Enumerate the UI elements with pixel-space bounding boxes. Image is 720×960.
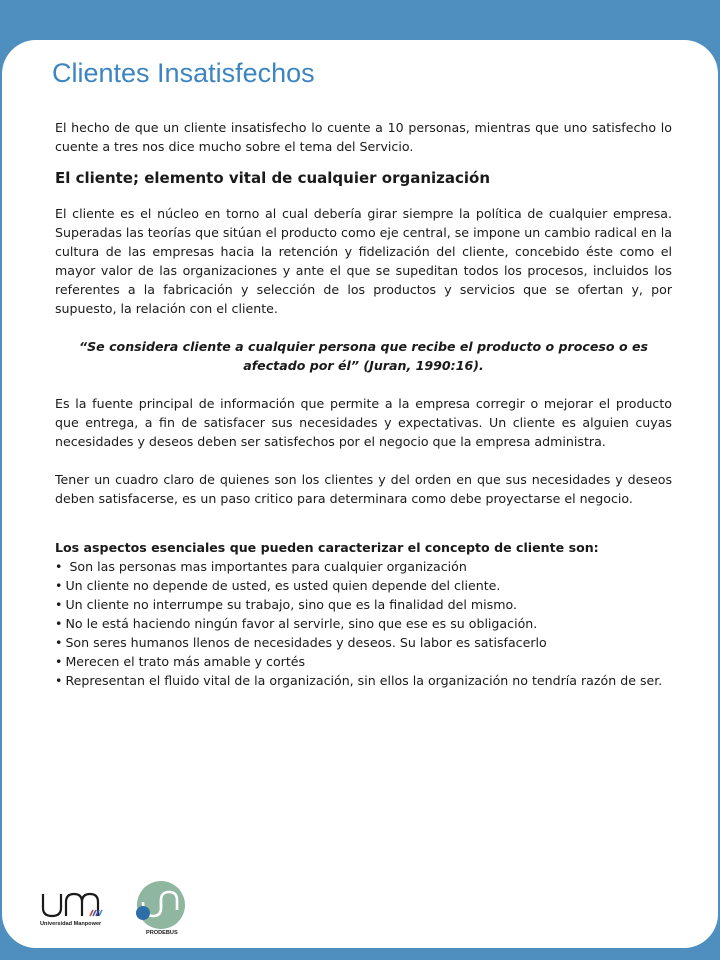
universidad-manpower-logo xyxy=(40,894,102,927)
logos xyxy=(40,880,210,940)
paragraph-client-core: El cliente es el núcleo en torno al cual debería girar siempre la política de cualquier empresa. Superadas las teorías que sitúan el producto como eje central, se impone un cambio radical en la cultura de las empresas hacia la retención y fidelización del cliente, concebido éste como el mayor valor de las organizaciones y ante el que se supeditan todos los procesos, incluidos los referentes a la fabricación y selección de los productos y servicios que se ofertan y, por supuesto, la relación con el cliente. xyxy=(55,206,672,316)
list-item: • Son seres humanos llenos de necesidades y deseos. Su labor es satisfacerlo xyxy=(55,633,672,652)
section-heading: El cliente; elemento vital de cualquier organización xyxy=(55,169,491,187)
juran-quote: “Se considera cliente a cualquier persona que recibe el producto o proceso o es afectado por él” (Juran, 1990:16). xyxy=(78,339,649,373)
list-item: • No le está haciendo ningún favor al servirle, sino que ese es su obligación. xyxy=(55,614,672,633)
prodebus-logo xyxy=(136,881,185,936)
prodebus-label: PRODEBUS xyxy=(146,930,178,936)
page-title: Clientes Insatisfechos xyxy=(52,58,315,88)
aspects-title: Los aspectos esenciales que pueden caracterizar el concepto de cliente son: xyxy=(55,540,599,555)
list-item: • Merecen el trato más amable y cortés xyxy=(55,652,672,671)
document-body xyxy=(55,118,672,690)
list-item: • Representan el fluido vital de la organización, sin ellos la organización no tendría razón de ser. xyxy=(55,671,672,690)
aspects-list xyxy=(55,557,672,690)
paragraph-information-source: Es la fuente principal de información que permite a la empresa corregir o mejorar el producto que entrega, a fin de satisfacer sus necesidades y expectativas. Un cliente es alguien cuyas necesidades y deseos deben ser satisfechos por el negocio que la empresa administra. xyxy=(55,396,672,449)
intro-paragraph: El hecho de que un cliente insatisfecho lo cuente a 10 personas, mientras que uno satisfecho lo cuente a tres nos dice mucho sobre el tema del Servicio. xyxy=(55,120,672,154)
list-item: • Un cliente no interrumpe su trabajo, sino que es la finalidad del mismo. xyxy=(55,595,672,614)
um-label: Universidad Manpower xyxy=(40,921,102,927)
list-item: • Son las personas mas importantes para cualquier organización xyxy=(55,557,672,576)
paragraph-clear-picture: Tener un cuadro claro de quienes son los clientes y del orden en que sus necesidades y deseos deben satisfacerse, es un paso critico para determinara como debe proyectarse el negocio. xyxy=(55,472,672,506)
list-item: • Un cliente no depende de usted, es usted quien depende del cliente. xyxy=(55,576,672,595)
